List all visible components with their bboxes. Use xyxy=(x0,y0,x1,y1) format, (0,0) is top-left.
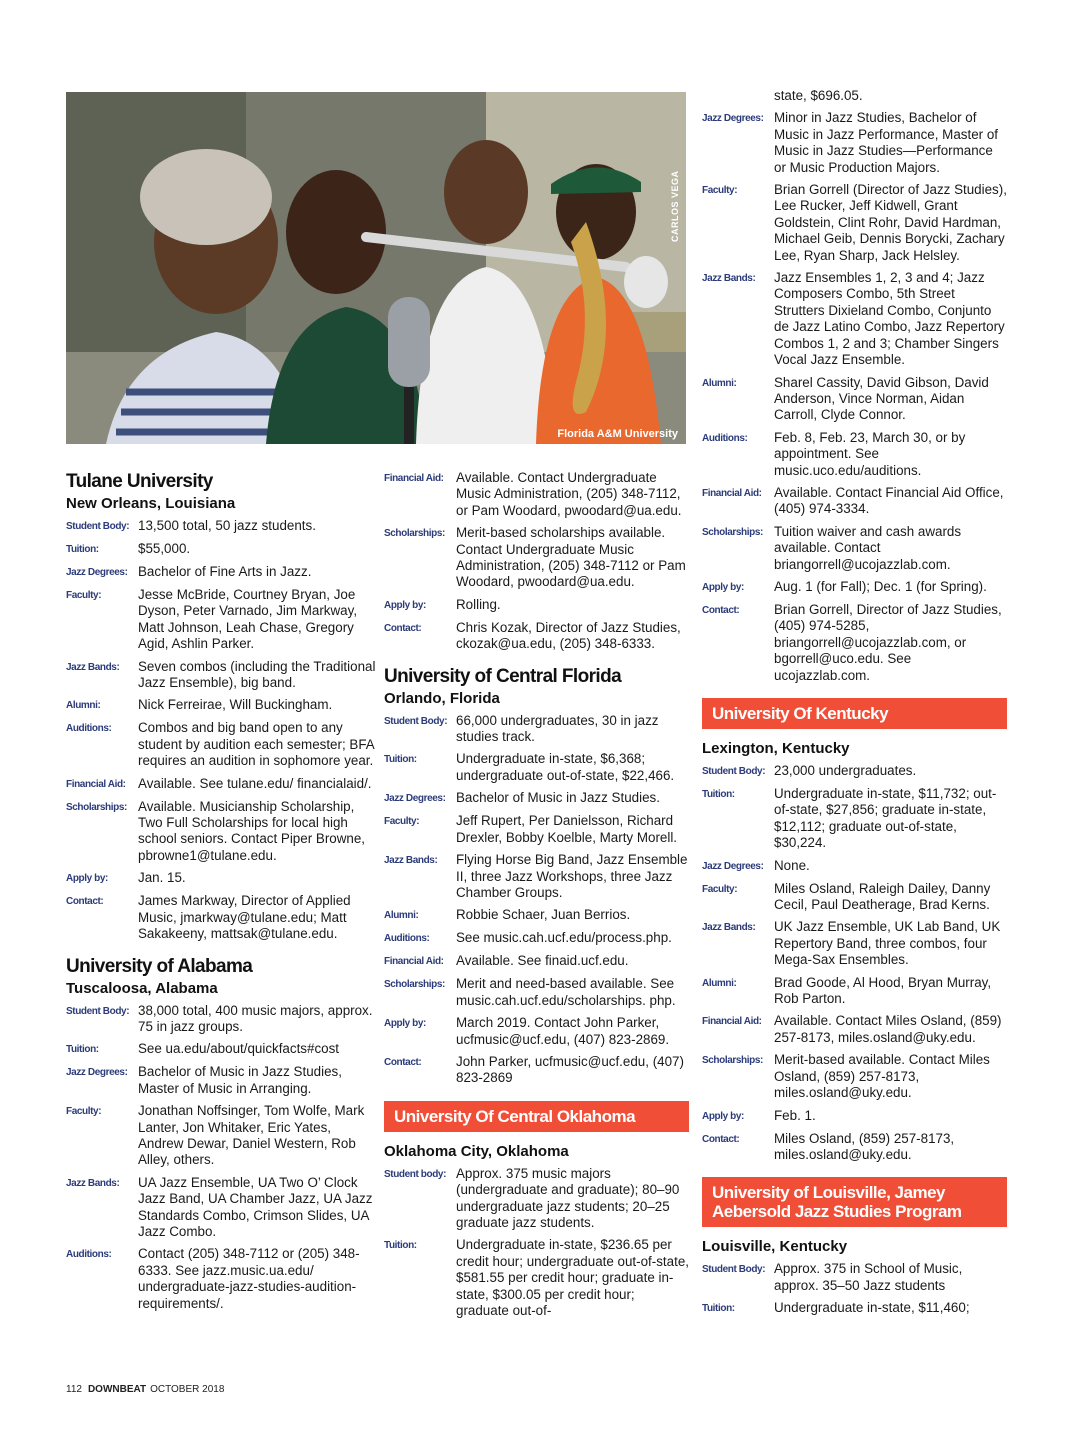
entry-list xyxy=(66,1003,376,1313)
entry-label: Faculty: xyxy=(702,185,738,197)
entry-row xyxy=(384,1054,689,1087)
entry-row xyxy=(66,870,376,887)
entry-value: Jan. 15. xyxy=(138,870,186,886)
entry-label: Alumni: xyxy=(702,977,737,989)
entry-list xyxy=(702,110,1007,684)
entry-label: Tuition: xyxy=(702,1303,735,1315)
entry-label: Jazz Bands: xyxy=(66,661,120,673)
entry-label: Financial Aid: xyxy=(702,1016,762,1028)
school-location: Lexington, Kentucky xyxy=(702,740,850,757)
entry-row xyxy=(384,1166,689,1232)
school-name: University of Alabama xyxy=(66,955,253,977)
school-banner: University Of Kentucky xyxy=(702,698,1007,729)
entry-value: Robbie Schaer, Juan Berrios. xyxy=(456,907,631,923)
entry-value: Brad Goode, Al Hood, Bryan Murray, Rob Parton. xyxy=(774,974,992,1007)
entry-label: Jazz Bands: xyxy=(384,855,438,867)
entry-label: Jazz Bands: xyxy=(702,273,756,285)
entry-label: Jazz Degrees: xyxy=(702,860,764,872)
entry-label: Jazz Bands: xyxy=(66,1177,120,1189)
entry-value: Chris Kozak, Director of Jazz Studies, ckozak@ua.edu, (205) 348-6333. xyxy=(456,619,681,652)
entry-row xyxy=(66,564,376,581)
entry-value: Jazz Ensembles 1, 2, 3 and 4; Jazz Composers Combo, 5th Street Strutters Dixieland Combo, Conjunto de Jazz Latino Combo, Jazz Repertory Combos 1, 2 and 3; Chamber Singers Vocal Jazz Ensemble. xyxy=(774,270,1005,368)
entry-row xyxy=(384,470,689,519)
entry-row xyxy=(66,1064,376,1097)
entry-label: Student Body: xyxy=(702,766,766,777)
feature-photo xyxy=(66,92,686,444)
school-name: University of Central Florida xyxy=(384,665,622,687)
entry-label: Apply by: xyxy=(66,873,108,885)
entry-label: Scholarships: xyxy=(384,528,445,540)
entry-row xyxy=(66,1246,376,1312)
entry-value: Bachelor of Music in Jazz Studies. xyxy=(456,790,660,806)
entry-label: Auditions: xyxy=(702,432,748,444)
entry-label: Alumni: xyxy=(702,377,737,389)
entry-row xyxy=(384,1237,689,1319)
entry-value: 66,000 undergraduates, 30 in jazz studies track. xyxy=(456,712,659,745)
entry-value: 23,000 undergraduates. xyxy=(774,763,917,778)
entry-label: Financial Aid: xyxy=(66,778,126,790)
entry-row xyxy=(702,182,1007,264)
entry-value: See ua.edu/about/quickfacts#cost xyxy=(138,1041,339,1057)
entry-row xyxy=(384,620,689,653)
entry-value: Sharel Cassity, David Gibson, David Anderson, Vince Norman, Aidan Carroll, Clyde Connor. xyxy=(774,374,989,423)
entry-row xyxy=(702,858,1007,875)
entry-row xyxy=(702,270,1007,368)
continued-text: state, $696.05. xyxy=(774,88,863,103)
entry-value: Miles Osland, (859) 257-8173, miles.osland@uky.edu. xyxy=(774,1130,955,1162)
magazine-name: DOWNBEAT xyxy=(87,1384,147,1395)
photo-caption: Florida A&M University xyxy=(557,428,678,440)
entry-label: Jazz Degrees: xyxy=(66,567,128,578)
entry-row xyxy=(702,485,1007,518)
school-alabama-continued xyxy=(384,470,689,653)
entry-row xyxy=(702,1108,1007,1125)
entry-value: UA Jazz Ensemble, UA Two O’ Clock Jazz Band, UA Chamber Jazz, UA Jazz Standards Combo, Crimson Slides, UA Jazz Combo. xyxy=(138,1174,373,1239)
entry-row xyxy=(702,430,1007,479)
entry-list xyxy=(384,470,689,653)
entry-row xyxy=(66,587,376,653)
photo-credit: CARLOS VEGA xyxy=(670,170,680,242)
entry-value: Undergraduate in-state, $11,460; xyxy=(774,1300,970,1316)
entry-row xyxy=(384,930,689,947)
entry-value: Combos and big band open to any student by audition each semester; BFA requires an audition in sophomore year. xyxy=(138,720,374,769)
entry-row xyxy=(702,602,1007,684)
school-banner: University Of Central Oklahoma xyxy=(384,1101,689,1132)
entry-value: Contact (205) 348-7112 or (205) 348-6333. See jazz.music.ua.edu/ undergraduate-jazz-studies-audition-requirements/. xyxy=(138,1246,360,1311)
entry-value: None. xyxy=(774,857,810,873)
entry-label: Faculty: xyxy=(702,883,738,895)
entry-value: Jonathan Noffsinger, Tom Wolfe, Mark Lanter, Jon Whitaker, Eric Yates, Andrew Dewar, Daniel Western, Rob Alley, others. xyxy=(138,1103,365,1168)
photo-illustration xyxy=(66,92,686,444)
entry-value: Available. Contact Financial Aid Office, (405) 974-3334. xyxy=(774,484,1004,517)
entry-label: Faculty: xyxy=(66,1106,102,1118)
entry-label: Contact: xyxy=(384,1056,422,1068)
page-number: 112 xyxy=(66,1384,82,1395)
entry-row xyxy=(66,720,376,769)
school-uco-continued xyxy=(702,110,1007,684)
entry-row xyxy=(702,919,1007,968)
entry-row xyxy=(384,1015,689,1048)
entry-row xyxy=(384,525,689,591)
entry-value: Brian Gorrell, Director of Jazz Studies, (405) 974-5285, briangorrell@ucojazzlab.com, or bgorrell@uco.edu. See ucojazzlab.com. xyxy=(774,601,1002,683)
entry-row xyxy=(702,1013,1007,1046)
entry-row xyxy=(384,907,689,924)
entry-value: Flying Horse Big Band, Jazz Ensemble II, three Jazz Workshops, three Jazz Chamber Groups. xyxy=(456,852,688,900)
entry-list xyxy=(384,713,689,1087)
entry-label: Scholarships: xyxy=(384,979,445,991)
entry-value: March 2019. Contact John Parker, ucfmusic@ucf.edu, (407) 823-2869. xyxy=(456,1015,670,1047)
entry-row xyxy=(702,763,1007,780)
entry-list xyxy=(66,518,376,943)
entry-label: Student Body: xyxy=(384,715,448,727)
entry-label: Auditions: xyxy=(66,1249,112,1261)
entry-label: Contact: xyxy=(702,1133,740,1145)
entry-value: Available. See finaid.ucf.edu. xyxy=(456,953,629,969)
school-uco xyxy=(384,1101,689,1320)
entry-value: $55,000. xyxy=(138,541,191,556)
school-location: Tuscaloosa, Alabama xyxy=(66,979,218,997)
entry-value: Merit-based scholarships available. Contact Undergraduate Music Administration, (205) 348-7112 or Pam Woodard, pwoodard@ua.edu. xyxy=(456,525,686,590)
entry-label: Financial Aid: xyxy=(384,956,444,968)
entry-label: Tuition: xyxy=(702,789,735,800)
entry-row xyxy=(66,1003,376,1036)
entry-label: Jazz Degrees: xyxy=(66,1067,128,1079)
entry-value: Rolling. xyxy=(456,596,501,612)
entry-row xyxy=(384,790,689,807)
entry-value: Available. See tulane.edu/ financialaid/. xyxy=(138,775,372,791)
entry-value: Tuition waiver and cash awards available. Contact briangorrell@ucojazzlab.com. xyxy=(774,523,962,572)
school-location: Louisville, Kentucky xyxy=(702,1238,848,1256)
entry-row xyxy=(66,1175,376,1241)
entry-value: Minor in Jazz Studies, Bachelor of Music in Jazz Performance, Master of Music in Jazz Studies—Performance or Music Production Majors. xyxy=(774,110,998,175)
column-3 xyxy=(702,88,1007,1329)
page-footer xyxy=(66,1384,224,1395)
entry-row xyxy=(702,1052,1007,1101)
entry-row xyxy=(702,579,1007,596)
entry-value: Undergraduate in-state, $11,732; out-of-state, $27,856; graduate in-state, $12,112; graduate out-of-state, $30,224. xyxy=(774,786,997,851)
school-name: Tulane University xyxy=(66,471,213,492)
entry-label: Tuition: xyxy=(66,1044,99,1056)
entry-label: Student Body: xyxy=(66,1005,130,1017)
entry-value: Approx. 375 in School of Music, approx. 35–50 Jazz students xyxy=(774,1261,963,1293)
school-alabama xyxy=(66,955,376,1313)
entry-label: Apply by: xyxy=(384,599,426,611)
column-1 xyxy=(66,470,376,1324)
entry-label: Faculty: xyxy=(384,816,420,828)
entry-label: Tuition: xyxy=(384,1240,417,1252)
entry-label: Scholarships: xyxy=(66,801,127,813)
entry-row xyxy=(66,518,376,535)
entry-row xyxy=(66,659,376,692)
entry-value: John Parker, ucfmusic@ucf.edu, (407) 823-2869 xyxy=(456,1053,684,1086)
entry-row xyxy=(66,1103,376,1169)
entry-row xyxy=(384,813,689,846)
entry-row xyxy=(702,975,1007,1008)
entry-row xyxy=(384,713,689,746)
entry-value: James Markway, Director of Applied Music, jmarkway@tulane.edu; Matt Sakakeeny, mattsak@tulane.edu. xyxy=(138,893,351,942)
entry-value: Aug. 1 (for Fall); Dec. 1 (for Spring). xyxy=(774,578,987,594)
entry-value: Approx. 375 music majors (undergraduate and graduate); 80–90 undergraduate jazz students; 20–25 graduate jazz students. xyxy=(456,1165,680,1230)
entry-label: Jazz Degrees: xyxy=(702,113,764,125)
entry-label: Auditions: xyxy=(66,723,112,735)
entry-row xyxy=(66,799,376,865)
entry-value: Bachelor of Fine Arts in Jazz. xyxy=(138,564,312,579)
entry-value: Seven combos (including the Traditional Jazz Ensemble), big band. xyxy=(138,658,376,691)
entry-label: Apply by: xyxy=(702,581,744,593)
entry-value: Merit and need-based available. See music.cah.ucf.edu/scholarships. php. xyxy=(456,976,676,1008)
entry-list xyxy=(384,1166,689,1320)
entry-value: Available. Contact Undergraduate Music Administration, (205) 348-7112, or Pam Woodard, pwoodard@ua.edu. xyxy=(456,470,682,518)
entry-row xyxy=(384,597,689,614)
school-kentucky xyxy=(702,698,1007,1163)
entry-row xyxy=(702,1300,1007,1317)
entry-value: Undergraduate in-state, $236.65 per credit hour; undergraduate out-of-state, $581.55 per credit hour; graduate in-state, $300.05 per credit hour; graduate out-of- xyxy=(456,1237,689,1318)
entry-label: Student body: xyxy=(384,1168,447,1180)
entry-row xyxy=(384,976,689,1009)
entry-value: Available. Musicianship Scholarship, Two Full Scholarships for local high school seniors. Contact Piper Browne, pbrowne1@tulane.edu. xyxy=(138,798,366,863)
entry-label: Contact: xyxy=(66,896,104,908)
entry-row xyxy=(66,697,376,714)
entry-label: Student Body: xyxy=(66,521,130,532)
entry-value: Feb. 8, Feb. 23, March 30, or by appointment. See music.uco.edu/auditions. xyxy=(774,429,966,478)
entry-label: Scholarships: xyxy=(702,526,763,538)
entry-row xyxy=(66,776,376,793)
entry-row xyxy=(702,524,1007,573)
entry-row xyxy=(702,375,1007,424)
entry-value: Miles Osland, Raleigh Dailey, Danny Cecil, Paul Deatherage, Brad Kerns. xyxy=(774,880,991,913)
entry-row xyxy=(384,852,689,901)
entry-label: Scholarships: xyxy=(702,1055,763,1067)
entry-label: Apply by: xyxy=(384,1018,426,1030)
entry-row xyxy=(384,953,689,970)
school-louisville xyxy=(702,1177,1007,1317)
school-banner: University of Louisville, Jamey Aebersold Jazz Studies Program xyxy=(702,1177,1007,1227)
entry-label: Financial Aid: xyxy=(384,473,444,484)
entry-value: Undergraduate in-state, $6,368; undergraduate out-of-state, $22,466. xyxy=(456,751,675,783)
entry-row xyxy=(702,110,1007,176)
entry-label: Tuition: xyxy=(384,754,417,766)
school-tulane xyxy=(66,470,376,943)
entry-label: Student Body: xyxy=(702,1264,766,1276)
entry-row xyxy=(702,881,1007,914)
entry-value: 38,000 total, 400 music majors, approx. 75 in jazz groups. xyxy=(138,1002,373,1034)
entry-row xyxy=(66,541,376,558)
entry-label: Alumni: xyxy=(66,700,101,712)
entry-value: Merit-based available. Contact Miles Osland, (859) 257-8173, miles.osland@uky.edu. xyxy=(774,1052,990,1101)
entry-value: Jesse McBride, Courtney Bryan, Joe Dyson, Peter Varnado, Jim Markway, Matt Johnson, Leah Chase, Gregory Agid, Ashlin Parker. xyxy=(138,587,358,652)
entry-row xyxy=(702,1261,1007,1294)
school-location: Orlando, Florida xyxy=(384,689,500,707)
entry-row xyxy=(384,751,689,784)
entry-value: Jeff Rupert, Per Danielsson, Richard Drexler, Bobby Koelble, Marty Morell. xyxy=(456,813,678,845)
entry-row xyxy=(702,1131,1007,1164)
entry-value: Bachelor of Music in Jazz Studies, Master of Music in Arranging. xyxy=(138,1064,342,1096)
entry-value: Feb. 1. xyxy=(774,1107,816,1123)
entry-row xyxy=(66,1041,376,1058)
school-location: New Orleans, Louisiana xyxy=(66,495,236,512)
entry-label: Contact: xyxy=(702,604,740,616)
entry-row xyxy=(702,786,1007,852)
entry-label: Alumni: xyxy=(384,910,419,922)
entry-value: UK Jazz Ensemble, UK Lab Band, UK Repertory Band, three combos, four Mega-Sax Ensembles. xyxy=(774,919,1001,968)
entry-list xyxy=(702,763,1007,1163)
entry-label: Apply by: xyxy=(702,1110,744,1122)
entry-value: 13,500 total, 50 jazz students. xyxy=(138,518,316,533)
issue-date: OCTOBER 2018 xyxy=(150,1384,225,1395)
entry-label: Contact: xyxy=(384,622,422,634)
entry-label: Faculty: xyxy=(66,590,102,601)
entry-label: Jazz Bands: xyxy=(702,922,756,934)
entry-value: See music.cah.ucf.edu/process.php. xyxy=(456,930,672,946)
entry-label: Tuition: xyxy=(66,544,99,555)
entry-label: Jazz Degrees: xyxy=(384,793,446,805)
entry-label: Financial Aid: xyxy=(702,487,762,499)
school-ucf xyxy=(384,665,689,1087)
school-location: Oklahoma City, Oklahoma xyxy=(384,1142,569,1160)
entry-row xyxy=(66,893,376,942)
column-2 xyxy=(384,470,689,1331)
entry-label: Auditions: xyxy=(384,933,430,945)
entry-value: Brian Gorrell (Director of Jazz Studies), Lee Rucker, Jeff Kidwell, Grant Goldstein, Clint Rohr, David Hardman, Michael Geib, Dennis Borycki, Zachary Lee, Ryan Sharp, Jack Helsley. xyxy=(774,182,1007,263)
entry-value: Nick Ferreirae, Will Buckingham. xyxy=(138,697,333,713)
entry-list xyxy=(702,1261,1007,1317)
entry-value: Available. Contact Miles Osland, (859) 257-8173, miles.osland@uky.edu. xyxy=(774,1013,1002,1045)
